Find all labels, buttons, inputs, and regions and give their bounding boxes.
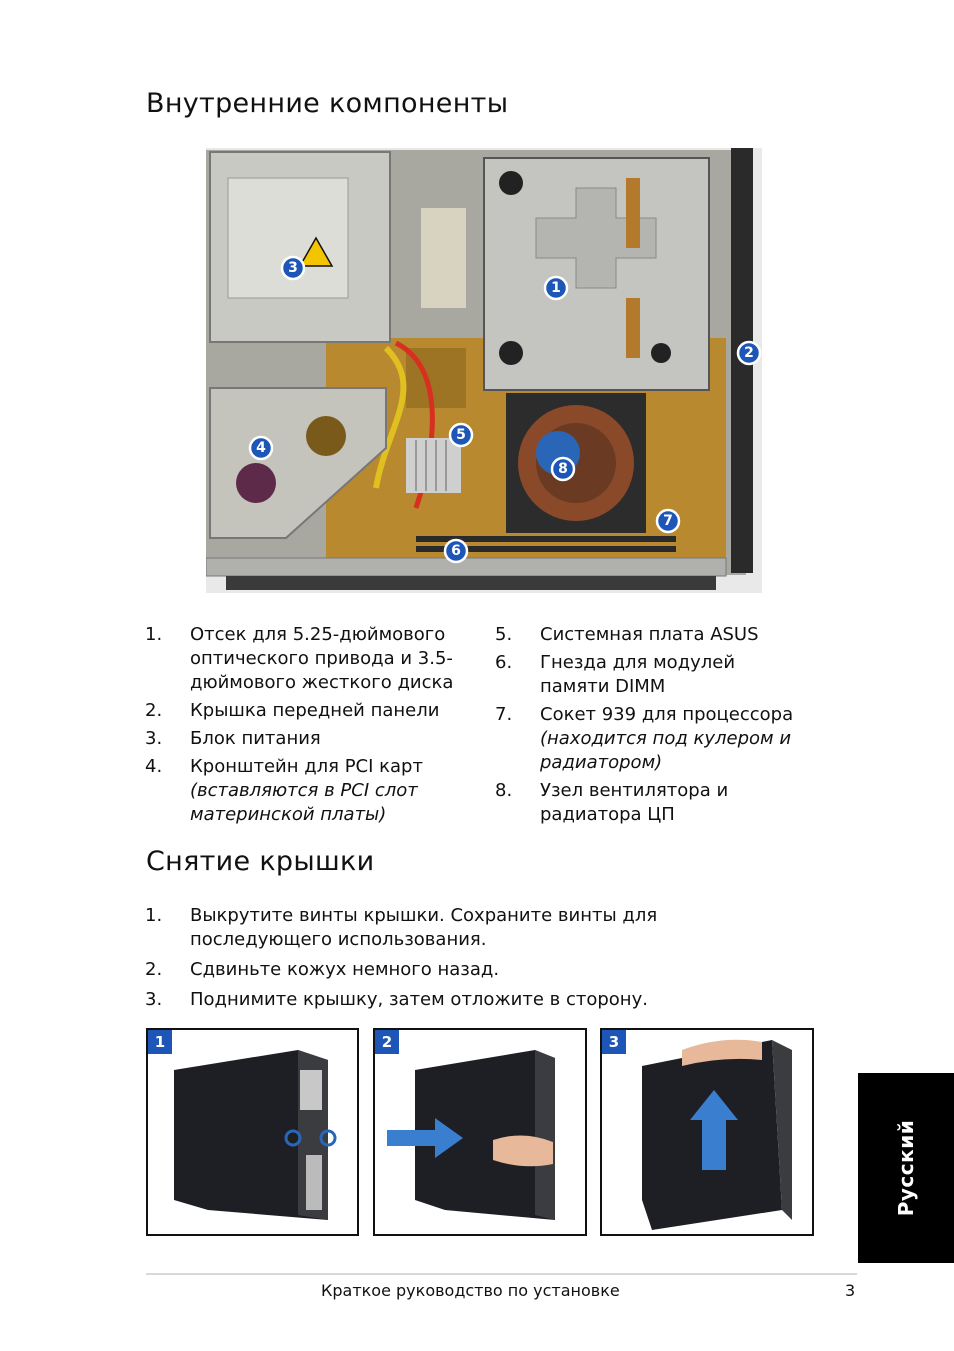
photo-marker-7 <box>657 510 679 532</box>
list-item: 4. Кронштейн для PCI карт (вставляются в PCI слот материнской платы) <box>145 755 475 827</box>
svg-text:8: 8 <box>558 461 568 477</box>
photo-marker-2 <box>738 342 760 364</box>
removal-steps-list <box>145 904 795 1018</box>
photo-marker-8 <box>552 458 574 480</box>
svg-text:4: 4 <box>256 440 266 456</box>
photo-marker-6 <box>445 540 467 562</box>
step-2-photo <box>373 1028 587 1236</box>
language-label: Русский <box>894 1119 918 1217</box>
footer-divider <box>146 1273 857 1275</box>
step-badge-2: 2 <box>375 1030 399 1054</box>
list-item: 7. Сокет 939 для процессора (находится под кулером и радиатором) <box>495 703 805 775</box>
list-item: 5. Системная плата ASUS <box>495 624 759 645</box>
svg-text:1: 1 <box>551 280 561 296</box>
step-item: 2. Сдвиньте кожух немного назад. <box>145 959 500 980</box>
list-item-note: (находится под кулером и радиатором) <box>540 728 792 773</box>
svg-text:6: 6 <box>451 543 461 559</box>
svg-text:3: 3 <box>288 260 298 276</box>
list-item: 1. Отсек для 5.25-дюймового оптического привода и 3.5-дюймового жесткого диска <box>145 624 454 693</box>
internal-components-photo <box>206 148 762 593</box>
step-badge-1: 1 <box>148 1030 172 1054</box>
section-title-cover-removal: Снятие крышки <box>146 846 375 877</box>
list-item: 3. Блок питания <box>145 728 321 749</box>
step-badge-3: 3 <box>602 1030 626 1054</box>
photo-marker-1 <box>545 277 567 299</box>
step-item: 3. Поднимите крышку, затем отложите в сторону. <box>145 989 648 1010</box>
section-title-internal-components: Внутренние компоненты <box>146 88 509 119</box>
language-side-tab <box>858 1073 954 1263</box>
list-item: 8. Узел вентилятора и радиатора ЦП <box>495 780 729 825</box>
components-list-left <box>145 623 475 831</box>
footer-guide-title: Краткое руководство по установке <box>321 1281 620 1300</box>
photo-marker-3 <box>282 257 304 279</box>
svg-text:2: 2 <box>744 345 754 361</box>
photo-marker-5 <box>450 424 472 446</box>
list-item-note: (вставляются в PCI слот материнской платы) <box>190 780 418 825</box>
page-number: 3 <box>845 1281 856 1300</box>
step-item: 1. Выкрутите винты крышки. Сохраните винты для последующего использования. <box>145 905 658 950</box>
svg-text:5: 5 <box>456 427 466 443</box>
step-3-photo <box>600 1028 814 1236</box>
step-1-photo <box>146 1028 359 1236</box>
list-item: 6. Гнезда для модулей памяти DIMM <box>495 652 736 697</box>
svg-text:7: 7 <box>663 513 673 529</box>
list-item: 2. Крышка передней панели <box>145 700 440 721</box>
photo-marker-4 <box>250 437 272 459</box>
components-list-right <box>495 623 805 831</box>
